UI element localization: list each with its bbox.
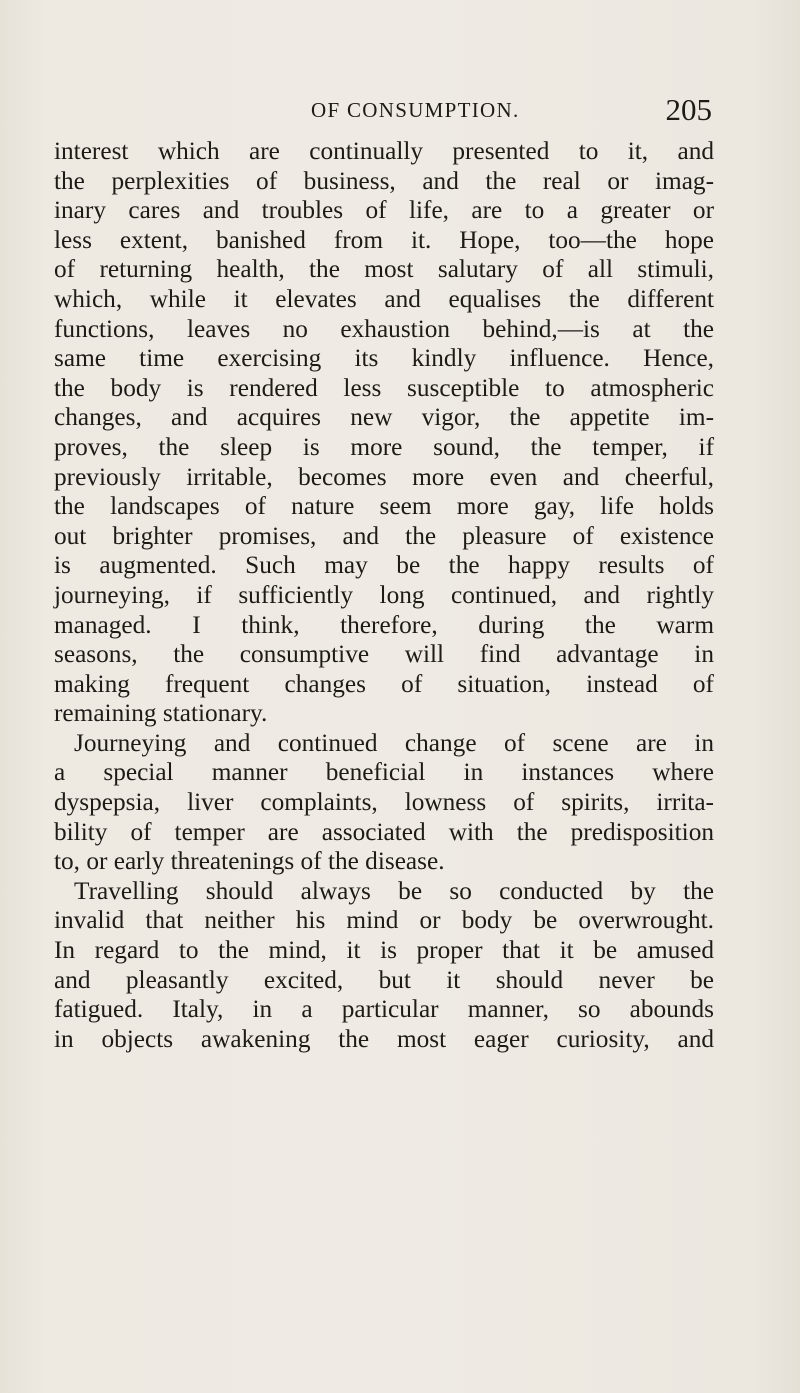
text-line: managed. I think, therefore, during the warm bbox=[54, 610, 714, 639]
body-text bbox=[54, 137, 714, 1054]
text-line: interest which are continually presented to it, and bbox=[54, 137, 714, 165]
text-line: to, or early threatenings of the disease. bbox=[54, 847, 445, 876]
text-line: Journeying and continued change of scene are in bbox=[74, 728, 714, 757]
text-line: seasons, the consumptive will find advantage in bbox=[54, 640, 714, 669]
text-line: functions, leaves no exhaustion behind,—is at the bbox=[54, 314, 714, 343]
text-line: previously irritable, becomes more even and cheerful, bbox=[54, 462, 714, 491]
running-head bbox=[54, 92, 714, 128]
text-line: inary cares and troubles of life, are to a greater or bbox=[54, 196, 714, 225]
text-line: same time exercising its kindly influence. Hence, bbox=[54, 344, 714, 373]
text-line: remaining stationary. bbox=[54, 699, 268, 728]
page-number: 205 bbox=[665, 92, 712, 127]
text-line: changes, and acquires new vigor, the appetite im- bbox=[54, 403, 714, 432]
text-line: making frequent changes of situation, instead of bbox=[54, 669, 714, 698]
text-line: of returning health, the most salutary of all stimuli, bbox=[54, 255, 714, 284]
text-line: is augmented. Such may be the happy results of bbox=[54, 551, 714, 580]
text-line: Travelling should always be so conducted by the bbox=[74, 876, 714, 905]
text-line: the body is rendered less susceptible to atmospheric bbox=[54, 373, 714, 402]
text-line: the perplexities of business, and the real or imag- bbox=[54, 166, 714, 195]
running-title: OF CONSUMPTION. bbox=[311, 98, 520, 122]
text-line: and pleasantly excited, but it should never be bbox=[54, 965, 714, 994]
text-line: invalid that neither his mind or body be overwrought. bbox=[54, 906, 714, 935]
text-line: proves, the sleep is more sound, the temper, if bbox=[54, 432, 714, 461]
text-line: In regard to the mind, it is proper that it be amused bbox=[54, 936, 714, 965]
text-line: which, while it elevates and equalises the different bbox=[54, 284, 714, 313]
text-line: bility of temper are associated with the predisposition bbox=[54, 817, 714, 846]
text-line: dyspepsia, liver complaints, lowness of spirits, irrita- bbox=[54, 788, 714, 817]
text-line: the landscapes of nature seem more gay, life holds bbox=[54, 492, 714, 521]
text-line: journeying, if sufficiently long continued, and rightly bbox=[54, 580, 714, 609]
text-line: a special manner beneficial in instances where bbox=[54, 758, 714, 787]
text-line: in objects awakening the most eager curiosity, and bbox=[54, 1024, 714, 1053]
text-line: out brighter promises, and the pleasure of existence bbox=[54, 521, 714, 550]
text-line: less extent, banished from it. Hope, too—the hope bbox=[54, 225, 714, 254]
text-line: fatigued. Italy, in a particular manner, so abounds bbox=[54, 995, 714, 1024]
